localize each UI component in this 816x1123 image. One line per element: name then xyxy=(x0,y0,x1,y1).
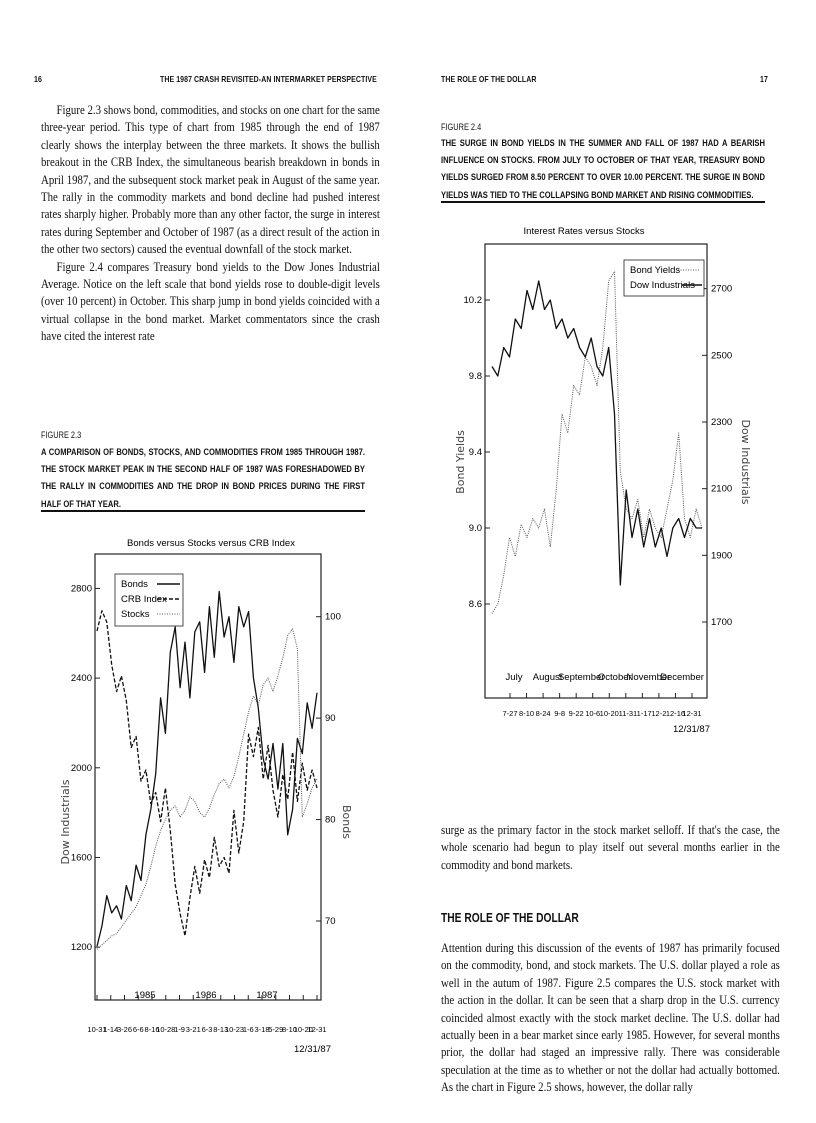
x-tick-label: 3-18 xyxy=(254,1025,270,1034)
chart-title: Bonds versus Stocks versus CRB Index xyxy=(127,538,295,549)
left-tick-label: 10.2 xyxy=(463,295,482,306)
x-tick-label: 11-3 xyxy=(618,709,634,718)
x-tick-label: 10-20 xyxy=(293,1025,313,1034)
x-tick-label: 12-31 xyxy=(307,1025,327,1034)
x-tick-label: 1-9 xyxy=(174,1025,185,1034)
axis-label-left: Dow Industrials xyxy=(59,779,72,865)
x-tick-label: 12-31 xyxy=(682,709,702,718)
right-tick-label: 70 xyxy=(325,916,336,927)
period-label: 1987 xyxy=(256,990,278,1001)
left-tick-label: 2800 xyxy=(70,583,92,595)
caption-rule xyxy=(41,510,365,512)
axis-label-right: Bonds xyxy=(340,805,353,839)
caption-rule xyxy=(441,201,765,203)
paragraph: surge as the primary factor in the stock market selloff. If that's the case, the whole scenario had begun to play itself out several months earlier in the commodity and bond markets. xyxy=(441,823,780,872)
left-tick-label: 9.0 xyxy=(468,523,482,534)
legend-label: Dow Industrials xyxy=(630,280,695,291)
x-tick-label: 1-14 xyxy=(103,1025,119,1034)
figure-2-4-chart xyxy=(452,222,752,742)
running-head-right: THE ROLE OF THE DOLLAR xyxy=(441,74,537,84)
axis-label-right: Dow Industrials xyxy=(739,419,752,505)
x-tick-label: 10-20 xyxy=(599,709,619,718)
series-line-dow-industrials xyxy=(492,281,702,585)
right-tick-label: 90 xyxy=(325,713,336,725)
period-label: August xyxy=(532,672,563,683)
right-tick-label: 2300 xyxy=(711,417,733,428)
left-tick-label: 1200 xyxy=(70,942,92,954)
end-date-label: 12/31/87 xyxy=(673,724,710,735)
x-tick-label: 10-31 xyxy=(87,1025,107,1034)
period-label: December xyxy=(660,672,704,683)
figure-2-3-chart xyxy=(55,532,355,1062)
x-tick-label: 6-3 xyxy=(201,1025,213,1034)
chart-legend xyxy=(624,260,704,296)
legend-label: Bonds xyxy=(121,579,148,590)
x-tick-label: 8-10 xyxy=(281,1025,298,1034)
end-date-label: 12/31/87 xyxy=(294,1044,331,1055)
left-tick-label: 9.4 xyxy=(468,447,482,458)
x-tick-label: 10-6 xyxy=(585,709,601,718)
x-tick-label: 8-13 xyxy=(213,1025,229,1034)
body-text-left xyxy=(41,102,380,346)
page-number-right: 17 xyxy=(760,74,768,84)
period-label: 1986 xyxy=(195,990,217,1001)
x-tick-label: 9-22 xyxy=(568,709,584,718)
axis-label-left: Bond Yields xyxy=(454,430,467,494)
right-tick-label: 1900 xyxy=(711,550,733,562)
x-tick-label: 12-16 xyxy=(665,709,686,718)
period-label: November xyxy=(626,672,671,683)
series-line-bond-yields xyxy=(492,272,702,614)
x-tick-label: 7-27 xyxy=(502,709,518,718)
series-line-bonds xyxy=(97,591,317,946)
x-tick-label: 8-16 xyxy=(144,1025,160,1034)
paragraph: Figure 2.4 compares Treasury bond yields to the Dow Jones Industrial Average. Notice on the left scale that bond yields rose to double-digit levels (over 10 percent) in October. This sharp jump in bond yields coincided with a virtual collapse in the bond market. Market commentators since the crash have cited the interest rate xyxy=(41,259,380,344)
right-tick-label: 2100 xyxy=(711,483,733,495)
legend-label: Bond Yields xyxy=(630,265,681,276)
x-tick-label: 6-6 xyxy=(132,1025,144,1034)
x-tick-label: 5-29 xyxy=(268,1025,284,1034)
running-head-left: THE 1987 CRASH REVISITED-AN INTERMARKET PERSPECTIVE xyxy=(160,74,377,84)
paragraph: Attention during this discussion of the events of 1987 has primarily focused on the commodity, bond, and stock markets. The U.S. dollar played a role as well in the autum of 1987. Figure 2.5 compares the U.S. stock market with the action in the dollar. It can be seen that a sharp drop in the U.S. currency coincided almost exactly with the stock market decline. The U.S. dollar had actually been in a bear market since early 1985. However, for several months prior, the dollar had staged an impressive rally. There was considerable speculation at the time as to whether or not the dollar had actually bottomed. As the chart in Figure 2.5 shows, however, the dollar rally xyxy=(441,941,780,1095)
right-tick-label: 2700 xyxy=(711,283,733,295)
left-tick-label: 8.6 xyxy=(468,599,482,610)
left-tick-label: 9.8 xyxy=(468,371,482,382)
left-tick-label: 2000 xyxy=(70,762,92,774)
x-tick-label: 9-8 xyxy=(554,709,566,718)
period-label: July xyxy=(505,672,523,683)
period-label: October xyxy=(597,672,632,683)
figure-label: FIGURE 2.4 xyxy=(441,122,482,132)
x-tick-label: 10-23 xyxy=(224,1025,245,1034)
left-tick-label: 1600 xyxy=(70,852,92,864)
chart-legend xyxy=(115,574,183,626)
chart-title: Interest Rates versus Stocks xyxy=(523,226,645,237)
paragraph: Figure 2.3 shows bond, commodities, and stocks on one chart for the same three-year period. This type of chart from 1985 through the end of 1987 clearly shows the interplay between the three markets. It shows the bullish breakout in the CRB Index, the simultaneous bearish breakdown in bonds in April 1987, and the subsequent stock market peak in August of the same year. The rally in the commodity markets and bond decline had pushed interest rates sharply higher. Probably more than any other factor, the surge in interest rates during September and October of 1987 (as a direct result of the action in the other two sectors) caused the eventual downfall of the stock market. xyxy=(41,103,380,257)
x-tick-label: 3-21 xyxy=(185,1025,201,1034)
x-tick-label: 8-24 xyxy=(535,709,551,718)
right-tick-label: 80 xyxy=(325,814,336,826)
plot-frame xyxy=(485,244,707,698)
figure-label: FIGURE 2.3 xyxy=(41,430,82,440)
legend-label: CRB Index xyxy=(121,594,167,605)
legend-label: Stocks xyxy=(121,609,150,620)
x-tick-label: 10-28 xyxy=(156,1025,176,1034)
section-heading: THE ROLE OF THE DOLLAR xyxy=(441,911,579,925)
left-tick-label: 2400 xyxy=(70,673,92,685)
x-tick-label: 1-6 xyxy=(242,1025,254,1034)
x-tick-label: 11-17 xyxy=(633,709,652,718)
body-text-right-section xyxy=(441,940,780,1097)
series-line-stocks xyxy=(97,629,317,950)
right-tick-label: 100 xyxy=(325,611,341,623)
period-label: September xyxy=(557,672,605,683)
right-tick-label: 2500 xyxy=(711,350,733,362)
x-tick-label: 12-2 xyxy=(651,709,667,718)
period-label: 1985 xyxy=(134,990,156,1001)
figure-caption: A COMPARISON OF BONDS, STOCKS, AND COMMODITIES FROM 1985 THROUGH 1987. THE STOCK MARKET PEAK IN THE SECOND HALF OF 1987 WAS FORESHADOWED BY THE RALLY IN COMMODITIES AND THE DROP IN BOND PRICES DURING THE FIRST HALF OF THAT YEAR. xyxy=(41,447,365,510)
page-number-left: 16 xyxy=(34,74,42,84)
figure-caption: THE SURGE IN BOND YIELDS IN THE SUMMER AND FALL OF 1987 HAD A BEARISH INFLUENCE ON STOCKS. FROM JULY TO OCTOBER OF THAT YEAR, TREASURY BOND YIELDS SURGED FROM 8.50 PERCENT TO OVER 10.00 PERCENT. THE SURGE IN BOND YIELDS WAS TIED TO THE COLLAPSING BOND MARKET AND RISING COMMODITIES. xyxy=(441,138,765,201)
x-tick-label: 3-26 xyxy=(116,1025,133,1034)
right-tick-label: 1700 xyxy=(711,617,733,628)
x-tick-label: 8-10 xyxy=(519,709,535,718)
body-text-right xyxy=(441,822,780,874)
